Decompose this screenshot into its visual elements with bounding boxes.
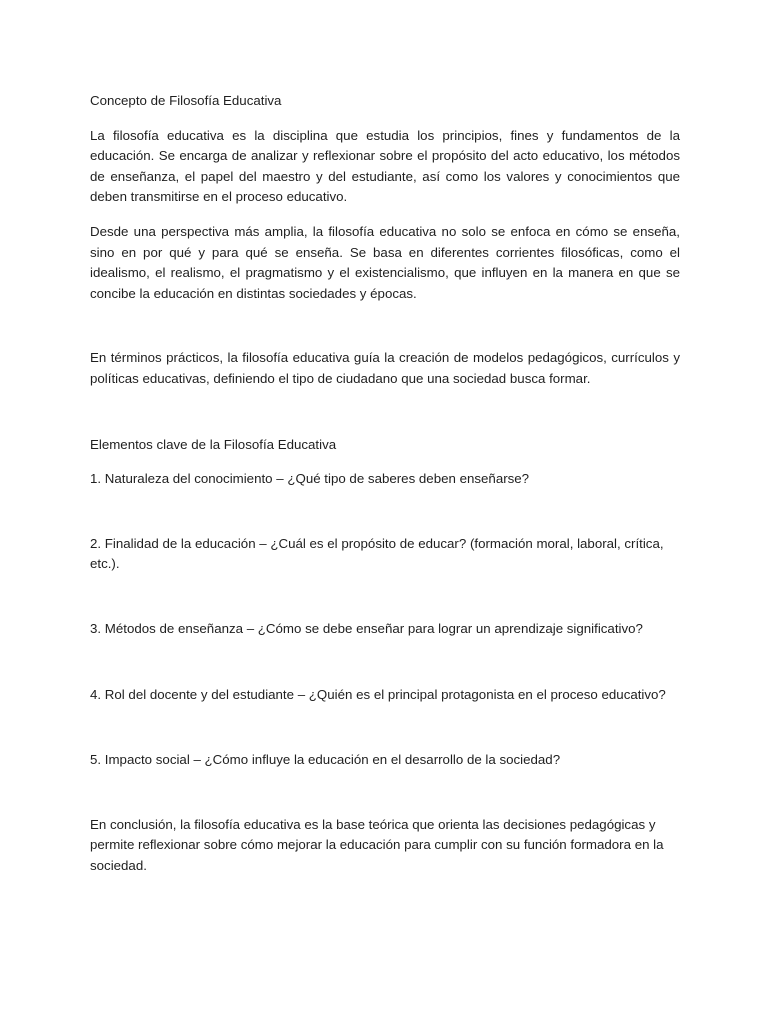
list-item: 3. Métodos de enseñanza – ¿Cómo se debe enseñar para lograr un aprendizaje significativo? [90, 620, 643, 636]
paragraph-definicion: La filosofía educativa es la disciplina que estudia los principios, fines y fundamentos de la educación. Se encarga de analizar y reflexionar sobre el propósito del acto educativo, los métodos de enseñanza, el papel del maestro y del estudiante, así como los valores y conocimientos que deben transmitirse en el proceso educativo. [90, 127, 680, 205]
section-title-elementos: Elementos clave de la Filosofía Educativa [90, 436, 337, 452]
list-item: 4. Rol del docente y del estudiante – ¿Quién es el principal protagonista en el proceso educativo? [90, 686, 666, 702]
paragraph-perspectiva: Desde una perspectiva más amplia, la filosofía educativa no solo se enfoca en cómo se enseña, sino en por qué y para qué se enseña. Se basa en diferentes corrientes filosóficas, como el idealismo, el realismo, el pragmatismo y el existencialismo, que influyen en la manera en que se concibe la educación en distintas sociedades y épocas. [90, 223, 680, 301]
list-item: 2. Finalidad de la educación – ¿Cuál es el propósito de educar? (formación moral, laboral, crítica, etc.). [90, 535, 664, 572]
paragraph-terminos-practicos: En términos prácticos, la filosofía educativa guía la creación de modelos pedagógicos, currículos y políticas educativas, definiendo el tipo de ciudadano que una sociedad busca formar. [90, 350, 680, 386]
document-content [90, 91, 680, 876]
paragraph-conclusion: En conclusión, la filosofía educativa es la base teórica que orienta las decisiones pedagógicas y permite reflexionar sobre cómo mejorar la educación para cumplir con su función formadora en la sociedad. [90, 816, 664, 873]
list-item: 1. Naturaleza del conocimiento – ¿Qué tipo de saberes deben enseñarse? [90, 471, 530, 487]
elements-list [90, 469, 680, 771]
section-title-concepto: Concepto de Filosofía Educativa [90, 93, 282, 108]
list-item: 5. Impacto social – ¿Cómo influye la educación en el desarrollo de la sociedad? [90, 752, 561, 768]
